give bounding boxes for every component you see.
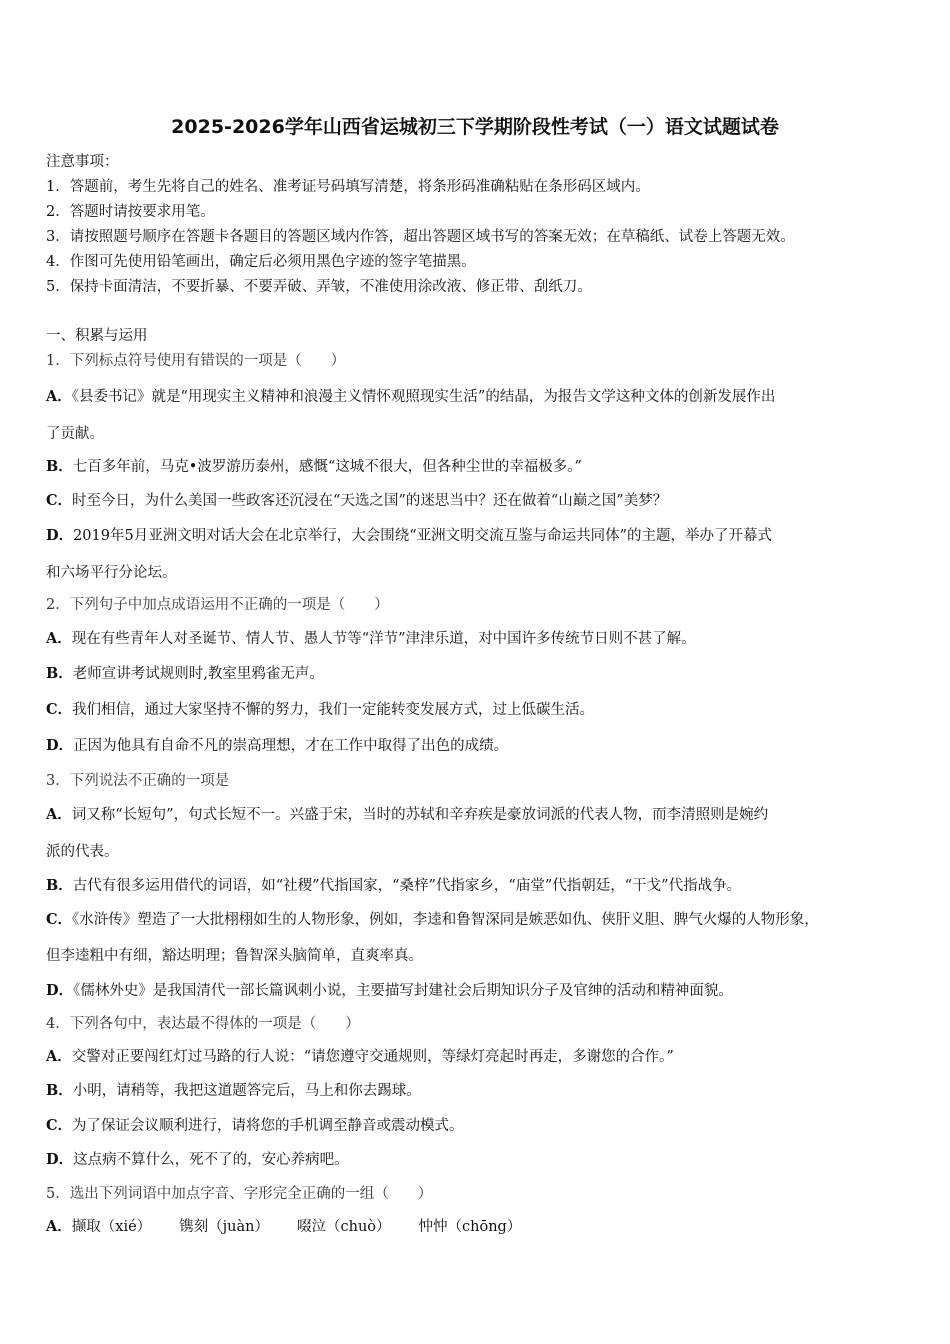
notice-item: 1．答题前，考生先将自己的姓名、准考证号码填写清楚，将条形码准确粘贴在条形码区域内。 bbox=[46, 179, 650, 195]
notice-item: 5．保持卡面清洁，不要折暴、不要弄破、弄皱，不准使用涂改液、修正带、刮纸刀。 bbox=[46, 279, 592, 295]
option-a bbox=[46, 1217, 521, 1237]
notice-item: 2．答题时请按要求用笔。 bbox=[46, 204, 215, 220]
option-text: 《儒林外史》是我国清代一部长篇讽刺小说，主要描写封建社会后期知识分子及官绅的活动和精神面貌。 bbox=[73, 983, 733, 999]
option-text: 小明，请稍等，我把这道题答完后，马上和你去踢球。 bbox=[72, 1083, 421, 1099]
option-letter: A． bbox=[46, 1218, 72, 1235]
notice-heading: 注意事项： bbox=[46, 154, 119, 170]
option-continuation: 但李逵粗中有细，豁达明理；鲁智深头脑简单，直爽率真。 bbox=[46, 948, 423, 964]
option-text: 老师宣讲考试规则时,教室里鸦雀无声。 bbox=[72, 666, 324, 682]
question-stem: 4．下列各句中，表达最不得体的一项是（ ） bbox=[46, 1016, 360, 1032]
word-item: 镌刻（juàn） bbox=[179, 1219, 269, 1235]
option-text: 时至今日，为什么美国一些政客还沉浸在“天选之国”的迷思当中？还在做着“山巅之国”美梦？ bbox=[72, 493, 668, 509]
notice-item: 4．作图可先使用铅笔画出，确定后必须用黑色字迹的签字笔描黑。 bbox=[46, 254, 476, 270]
option-d bbox=[46, 1150, 349, 1170]
question-stem: 5．选出下列词语中加点字音、字形完全正确的一组（ ） bbox=[46, 1186, 433, 1202]
option-letter: D． bbox=[46, 1151, 74, 1168]
page-title: 2025-2026学年山西省运城初三下学期阶段性考试（一）语文试题试卷 bbox=[171, 116, 779, 138]
option-letter: C． bbox=[46, 492, 73, 509]
option-a bbox=[46, 387, 775, 407]
option-continuation: 派的代表。 bbox=[46, 844, 119, 860]
option-text: 现在有些青年人对圣诞节、情人节、愚人节等“洋节”津津乐道，对中国许多传统节日则不甚了解。 bbox=[71, 631, 696, 647]
option-letter: D． bbox=[46, 982, 74, 999]
option-text: 正因为他具有自命不凡的崇高理想，才在工作中取得了出色的成绩。 bbox=[73, 738, 509, 754]
option-b bbox=[46, 457, 582, 477]
word-item: 撷取（xié） bbox=[71, 1219, 152, 1235]
option-c bbox=[46, 910, 819, 930]
option-letter: C． bbox=[46, 701, 73, 718]
option-c bbox=[46, 491, 667, 511]
option-letter: A． bbox=[46, 630, 72, 647]
option-letter: D． bbox=[46, 737, 74, 754]
option-c bbox=[46, 1116, 464, 1136]
option-text: 七百多年前，马克•波罗游历泰州，感慨“这城不很大，但各种尘世的幸福极多。” bbox=[72, 459, 582, 475]
option-letter: B． bbox=[46, 458, 73, 475]
option-letter: B． bbox=[46, 877, 73, 894]
option-letter: C． bbox=[46, 911, 73, 928]
option-letter: A． bbox=[46, 388, 72, 405]
option-continuation: 了贡献。 bbox=[46, 426, 104, 442]
option-a bbox=[46, 629, 696, 649]
option-letter: D． bbox=[46, 527, 74, 544]
option-letter: A． bbox=[46, 1048, 72, 1065]
option-text: 古代有很多运用借代的词语，如“社稷”代指国家，“桑梓”代指家乡，“庙堂”代指朝廷，“干戈”代指战争。 bbox=[72, 878, 742, 894]
notice-item: 3．请按照题号顺序在答题卡各题目的答题区域内作答，超出答题区域书写的答案无效；在草稿纸、试卷上答题无效。 bbox=[46, 229, 795, 245]
option-letter: C． bbox=[46, 1117, 73, 1134]
question-stem: 3．下列说法不正确的一项是 bbox=[46, 773, 230, 789]
option-text: 《县委书记》就是“用现实主义精神和浪漫主义情怀观照现实生活”的结晶，为报告文学这种文体的创新发展作出 bbox=[71, 389, 776, 405]
option-text: 词又称“长短句”，句式长短不一。兴盛于宋，当时的苏轼和辛弃疾是豪放词派的代表人物，而李清照则是婉约 bbox=[71, 807, 769, 823]
option-b bbox=[46, 664, 324, 684]
word-item: 忡忡（chōng） bbox=[418, 1219, 522, 1235]
option-letter: B． bbox=[46, 1082, 73, 1099]
option-text: 交警对正要闯红灯过马路的行人说：“请您遵守交通规则，等绿灯亮起时再走，多谢您的合作。” bbox=[71, 1049, 674, 1065]
option-text: 为了保证会议顺利进行，请将您的手机调至静音或震动模式。 bbox=[72, 1118, 464, 1134]
option-b bbox=[46, 1081, 421, 1101]
question-stem: 1．下列标点符号使用有错误的一项是（ ） bbox=[46, 353, 346, 369]
option-b bbox=[46, 876, 741, 896]
option-text: 《水浒传》塑造了一大批栩栩如生的人物形象，例如，李逵和鲁智深同是嫉恶如仇、侠肝义胆、脾气火爆的人物形象， bbox=[72, 912, 819, 928]
option-text: 2019年5月亚洲文明对话大会在北京举行，大会围绕“亚洲文明交流互鉴与命运共同体”的主题，举办了开幕式 bbox=[73, 528, 773, 544]
option-text: 这点病不算什么，死不了的，安心养病吧。 bbox=[73, 1152, 349, 1168]
section-heading: 一、积累与运用 bbox=[46, 328, 148, 344]
option-c bbox=[46, 700, 594, 720]
option-d bbox=[46, 981, 733, 1001]
option-a bbox=[46, 1047, 674, 1067]
option-continuation: 和六场平行分论坛。 bbox=[46, 565, 177, 581]
option-d bbox=[46, 736, 508, 756]
question-stem: 2．下列句子中加点成语运用不正确的一项是（ ） bbox=[46, 597, 389, 613]
option-letter: B． bbox=[46, 665, 73, 682]
option-d bbox=[46, 526, 772, 546]
option-text: 我们相信，通过大家坚持不懈的努力，我们一定能转变发展方式，过上低碳生活。 bbox=[72, 702, 595, 718]
word-item: 啜泣（chuò） bbox=[297, 1219, 391, 1235]
option-a bbox=[46, 805, 768, 825]
option-letter: A． bbox=[46, 806, 72, 823]
